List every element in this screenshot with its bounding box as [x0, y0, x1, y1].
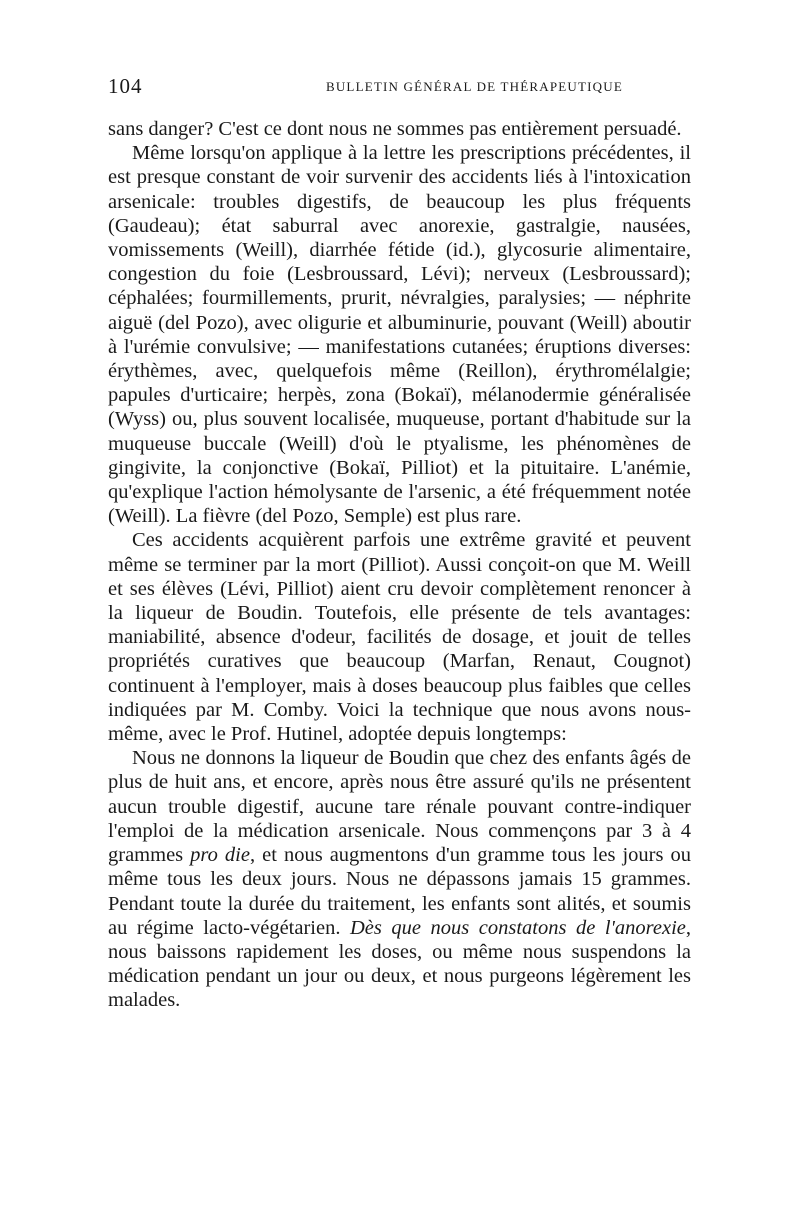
technique-italic-anorexie: Dès que nous constatons de l'anorexie [349, 916, 686, 939]
page-header [108, 74, 691, 98]
paragraph-technique [108, 746, 691, 1012]
technique-text-part-3: , nous baissons rapidement les doses, ou même nous suspendons la médication pendant un jour ou deux, et nous purgeons légèrement les malades. [108, 916, 691, 1012]
paragraph-gravity: Ces accidents acquièrent parfois une extrême gravité et peuvent même se terminer par la mort (Pilliot). Aussi conçoit-on que M. Weill et ses élèves (Lévi, Pilliot) aient cru devoir complètement renoncer à la liqueur de Boudin. Toutefois, elle présente de tels avantages: maniabilité, absence d'odeur, facilités de dosage, et jouit de telles propriétés curatives que beaucoup (Marfan, Renaut, Cougnot) continuent à l'employer, mais à doses beaucoup plus faibles que celles indiquées par M. Comby. Voici la technique que nous avons nous-même, avec le Prof. Hutinel, adoptée depuis longtemps: [108, 529, 691, 746]
technique-italic-pro-die: pro die [190, 844, 250, 867]
running-title: BULLETIN GÉNÉRAL DE THÉRAPEUTIQUE [325, 79, 624, 94]
paragraph-continuation: sans danger? C'est ce dont nous ne sommes pas entièrement persuadé. [108, 118, 682, 140]
page-number: 104 [108, 74, 143, 98]
paragraph-accidents-list: Même lorsqu'on applique à la lettre les prescriptions précédentes, il est presque constant de voir survenir des accidents liés à l'intoxication arsenicale: troubles digestifs, de beaucoup les plus fréquents (Gaudeau); état saburral avec anorexie, gastralgie, nausées, vomissements (Weill), diarrhée fétide (id.), glycosurie alimentaire, congestion du foie (Lesbroussard, Lévi); nerveux (Lesbroussard); céphalées; fourmillements, prurit, névralgies, paralysies; — néphrite aiguë (del Pozo), avec oligurie et albuminurie, pouvant (Weill) aboutir à l'urémie convulsive; — manifestations cutanées; éruptions diverses: érythèmes, avec, quelquefois même (Reillon), érythromélalgie; papules d'urticaire; herpès, zona (Bokaï), mélanodermie généralisée (Wyss) ou, plus souvent localisée, muqueuse, portant d'habitude sur la muqueuse buccale (Weill) d'où le ptyalisme, les phénomènes de gingivite, la conjonctive (Bokaï, Pilliot) et la pituitaire. L'anémie, qu'explique l'action hémolysante de l'arsenic, a été fréquemment notée (Weill). La fièvre (del Pozo, Semple) est plus rare. [108, 142, 691, 528]
technique-text-part-1: Nous ne donnons la liqueur de Boudin que chez des enfants âgés de plus de huit ans, et encore, après nous être assuré qu'ils ne présentent aucun trouble digestif, aucune tare rénale pouvant contre-indiquer l'emploi de la médication arsenicale. Nous commençons par 3 à 4 grammes [108, 747, 691, 867]
technique-text-part-2: , et nous augmentons d'un gramme tous les jours ou même tous les deux jours. Nous ne dépassons jamais 15 grammes. Pendant toute la durée du traitement, les enfants sont alités, et soumis au régime lacto-végétarien. [108, 844, 691, 939]
body-text [108, 117, 691, 1013]
